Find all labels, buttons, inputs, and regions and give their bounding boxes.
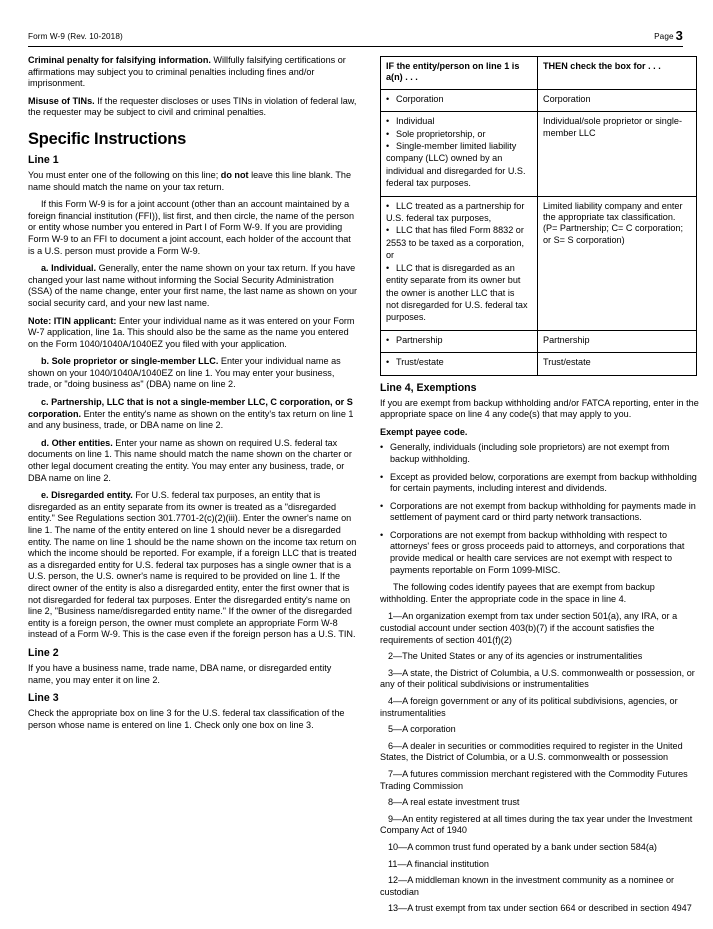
line-1-item-a-body: Generally, enter the name shown on your tax return. If you have changed your last name without informing the Social Security Administration (SSA) of the name change, enter your first name, the last name as shown on your social security card, and your new last name. bbox=[28, 263, 358, 308]
table-row bbox=[381, 89, 697, 111]
misuse-tins-label: Misuse of TINs. bbox=[28, 95, 95, 106]
exempt-payee-code-item: 12—A middleman known in the investment community as a nominee or custodian bbox=[380, 875, 675, 897]
exempt-payee-code-item: 3—A state, the District of Columbia, a U.S. commonwealth or possession, or any of their political subdivisions or instrumentalities bbox=[380, 667, 695, 690]
line-1-item-c-body: Enter the entity's name as shown on the entity's tax return on line 1 and any business, trade, or DBA name on line 2. bbox=[28, 408, 354, 431]
line-1-item-e bbox=[28, 490, 358, 641]
line-3-heading: Line 3 bbox=[28, 692, 59, 705]
specific-instructions-heading: Specific Instructions bbox=[28, 129, 187, 148]
classification-text: Individual/sole proprietor or single-member LLC bbox=[543, 116, 683, 138]
entity-bullet: • LLC that has filed Form 8832 or bbox=[386, 225, 532, 236]
line-1-item-b-body: Enter your individual name as shown on your 1040/1040A/1040EZ on line 1. You may enter your business, trade, or "doing business as" (DBA) name on line 2. bbox=[28, 356, 341, 390]
exempt-payee-code-list bbox=[380, 611, 700, 914]
following-codes-paragraph: The following codes identify payees that are exempt from backup withholding. Enter the appropriate code in the space in line 4. bbox=[380, 582, 655, 604]
line-2-heading: Line 2 bbox=[28, 646, 59, 659]
classification-text: Trust/estate bbox=[543, 357, 591, 368]
form-identifier: Form W-9 (Rev. 10-2018) bbox=[28, 32, 123, 41]
exempt-payee-code-item: 6—A dealer in securities or commodities required to register in the United States, the District of Columbia, or a U.S. commonwealth or possession bbox=[380, 740, 683, 763]
exempt-payee-bullet: • Generally, individuals (including sole proprietors) are not exempt from backup withholding. bbox=[380, 442, 700, 465]
line-1-itin-note-label: Note: ITIN applicant: bbox=[28, 315, 117, 326]
cell-entity-type bbox=[381, 89, 538, 111]
line-1-paragraph-1 bbox=[28, 170, 358, 193]
table-row bbox=[381, 353, 697, 375]
exempt-payee-bullet: • Corporations are not exempt from backup withholding with respect to attorneys' fees or gross proceeds paid to attorneys, and corporations that provide medical or health care services are not exempt with respect to payments reportable on Form 1099-MISC. bbox=[380, 530, 700, 576]
cell-checkbox-target bbox=[538, 112, 697, 196]
entity-bullet-continuation: or bbox=[386, 250, 395, 261]
cell-entity-type bbox=[381, 330, 538, 352]
classification-text: Limited liability company and enter the appropriate tax classification. (P= Partnership; C= C corporation; or S= S corporation) bbox=[543, 200, 684, 245]
entity-bullet: • Individual bbox=[386, 116, 532, 127]
exempt-payee-code-item: 9—An entity registered at all times during the tax year under the Investment Company Act of 1940 bbox=[380, 813, 693, 836]
entity-bullet: • Single-member limited liability bbox=[386, 141, 532, 152]
entity-table-head bbox=[381, 57, 697, 90]
entity-bullet-continuation: not disregarded for U.S. federal tax bbox=[386, 299, 528, 310]
exempt-payee-code-item: 7—A futures commission merchant registered with the Commodity Futures Trading Commission bbox=[380, 768, 688, 791]
line-1-heading: Line 1 bbox=[28, 153, 59, 166]
line-1-item-c bbox=[28, 397, 358, 432]
entity-bullet-continuation: the owner is another LLC that is bbox=[386, 287, 515, 298]
cell-checkbox-target bbox=[538, 196, 697, 330]
page-header bbox=[28, 28, 683, 46]
left-column bbox=[28, 55, 358, 737]
exempt-payee-code-item: 2—The United States or any of its agencies or instrumentalities bbox=[388, 651, 643, 662]
table-row bbox=[381, 112, 697, 196]
entity-bullet-continuation: federal tax purposes. bbox=[386, 178, 471, 189]
line-1-item-a-label: a. Individual. bbox=[41, 263, 97, 274]
line-1-p1-part2: leave this line blank. The name should match the name on your tax return. bbox=[28, 169, 352, 192]
line-1-item-a bbox=[28, 263, 358, 309]
line-1-item-b bbox=[28, 356, 358, 391]
line-1-item-d-body: Enter your name as shown on required U.S. federal tax documents on line 1. This name should match the name shown on the charter or other legal document creating the entity. You may enter any business, trade, or DBA name on line 2. bbox=[28, 437, 352, 483]
line-4-heading: Line 4, Exemptions bbox=[380, 381, 477, 394]
table-header-row bbox=[381, 57, 697, 90]
right-column bbox=[380, 55, 700, 920]
line-1-item-e-label: e. Disregarded entity. bbox=[41, 490, 133, 501]
misuse-tins-body: If the requester discloses or uses TINs in violation of federal law, the requester may be subject to civil and criminal penalties. bbox=[28, 95, 357, 118]
criminal-penalty-paragraph bbox=[28, 55, 358, 90]
page-label: Page bbox=[654, 32, 674, 41]
criminal-penalty-label: Criminal penalty for falsifying information. bbox=[28, 55, 211, 65]
line-3-paragraph: Check the appropriate box on line 3 for the U.S. federal tax classification of the person whose name is entered on line 1. Check only one box on line 3. bbox=[28, 708, 345, 730]
entity-bullet: • Trust/estate bbox=[386, 357, 532, 368]
cell-entity-type bbox=[381, 196, 538, 330]
entity-bullet: • Partnership bbox=[386, 335, 532, 346]
line-1-item-d bbox=[28, 438, 358, 484]
exempt-payee-code-item: 5—A corporation bbox=[388, 724, 456, 735]
line-1-item-b-label: b. Sole proprietor or single-member LLC. bbox=[41, 356, 219, 367]
line-1-item-d-label: d. Other entities. bbox=[41, 437, 113, 448]
exempt-payee-code-item: 13—A trust exempt from tax under section 664 or described in section 4947 bbox=[388, 903, 692, 914]
line-1-p1-part1: You must enter one of the following on this line; bbox=[28, 169, 221, 180]
table-row bbox=[381, 196, 697, 330]
line-1-item-c-label: c. Partnership, LLC that is not a single-member LLC, C corporation, or S corporation. bbox=[28, 397, 353, 419]
line-1-p1-emphasis: do not bbox=[220, 169, 249, 180]
cell-checkbox-target bbox=[538, 89, 697, 111]
line-1-itin-note bbox=[28, 316, 358, 351]
entity-bullet-continuation: 2553 to be taxed as a corporation, bbox=[386, 237, 525, 248]
line-1-item-e-body: For U.S. federal tax purposes, an entity that is disregarded as an entity separate from its owner is treated as a "disregarded entity." See Regulations section 301.7701-2(c)(2)(iii). Enter the owner's name on line 1. The name of the entity entered on line 1 should never be a disregarded entity. The name on line 1 should be the name shown on the income tax return on which the income should be reported. For example, if a foreign LLC that is treated as a disregarded entity for U.S. federal tax purposes has a single owner that is a U.S. person, the U.S. owner's name is required to be provided on line 1. If the direct owner of the entity is also a disregarded entity, enter the first owner that is not disregarded for federal tax purposes. Enter the disregarded entity's name on line 2, "Business name/disregarded entity name." If the owner of the disregarded entity is a foreign person, the owner must complete an appropriate Form W-8 instead of a Form W-9. This is the case even if the foreign person has a U.S. TIN. bbox=[28, 490, 357, 640]
cell-entity-type bbox=[381, 112, 538, 196]
entity-bullet-continuation: U.S. federal tax purposes, bbox=[386, 213, 492, 224]
page-indicator bbox=[654, 28, 683, 43]
entity-bullet: • LLC that is disregarded as an bbox=[386, 263, 532, 274]
classification-text: Partnership bbox=[543, 334, 590, 345]
classification-text: Corporation bbox=[543, 93, 591, 104]
exempt-payee-code-item: 10—A common trust fund operated by a bank under section 584(a) bbox=[388, 841, 657, 852]
exempt-payee-bullet: • Corporations are not exempt from backup withholding for payments made in settlement of payment card or third party network transactions. bbox=[380, 501, 700, 524]
line-1-itin-note-body: Enter your individual name as it was entered on your Form W-7 application, line 1a. This should also be the same as the name you entered on the Form 1040/1040A/1040EZ you filed with your application. bbox=[28, 315, 355, 349]
page-number: 3 bbox=[675, 28, 683, 43]
line-1-paragraph-2: If this Form W-9 is for a joint account (other than an account maintained by a foreign financial institution (FFI)), list first, and then circle, the name of the person or entity whose number you entered in Part I of Form W-9. If you are providing Form W-9 to an FFI to document a joint account, each holder of the account that is a U.S. person must provide a Form W-9. bbox=[28, 199, 355, 256]
exempt-payee-code-item: 11—A financial institution bbox=[388, 858, 489, 869]
exempt-payee-code-item: 4—A foreign government or any of its political subdivisions, agencies, or instrumentalities bbox=[380, 696, 678, 718]
criminal-penalty-body: Willfully falsifying certifications or affirmations may subject you to criminal penalties including fines and/or imprisonment. bbox=[28, 55, 346, 89]
exempt-payee-code-heading: Exempt payee code. bbox=[380, 426, 468, 437]
column-header-then: THEN check the box for . . . bbox=[538, 57, 697, 90]
entity-bullet-continuation: entity separate from its owner but bbox=[386, 275, 521, 286]
entity-classification-table bbox=[380, 56, 697, 376]
entity-bullet-continuation: individual and disregarded for U.S. bbox=[386, 165, 526, 176]
cell-checkbox-target bbox=[538, 353, 697, 375]
entity-bullet: • LLC treated as a partnership for bbox=[386, 201, 532, 212]
header-divider bbox=[28, 46, 683, 47]
entity-bullet-continuation: purposes. bbox=[386, 312, 426, 323]
exempt-payee-code-item: 8—A real estate investment trust bbox=[388, 797, 520, 808]
column-header-if: IF the entity/person on line 1 is a(n) . . . bbox=[381, 57, 538, 90]
cell-checkbox-target bbox=[538, 330, 697, 352]
cell-entity-type bbox=[381, 353, 538, 375]
table-row bbox=[381, 330, 697, 352]
line-2-paragraph: If you have a business name, trade name, DBA name, or disregarded entity name, you may enter it on line 2. bbox=[28, 662, 332, 685]
entity-table-body bbox=[381, 89, 697, 375]
entity-bullet-continuation: company (LLC) owned by an bbox=[386, 153, 503, 164]
exempt-payee-code-item: 1—An organization exempt from tax under section 501(a), any IRA, or a custodial account under section 403(b)(7) if the account satisfies the requirements of section 401(f)(2) bbox=[380, 611, 678, 645]
exempt-payee-bullet: • Except as provided below, corporations are exempt from backup withholding for certain payments, including interest and dividends. bbox=[380, 472, 700, 495]
exempt-payee-bullet-list bbox=[380, 442, 700, 576]
entity-bullet: • Corporation bbox=[386, 94, 532, 105]
misuse-tins-paragraph bbox=[28, 96, 358, 119]
two-column-body bbox=[28, 55, 699, 920]
entity-bullet: • Sole proprietorship, or bbox=[386, 129, 532, 140]
line-4-intro: If you are exempt from backup withholding and/or FATCA reporting, enter in the appropriate space on line 4 any code(s) that may apply to you. bbox=[380, 397, 699, 420]
